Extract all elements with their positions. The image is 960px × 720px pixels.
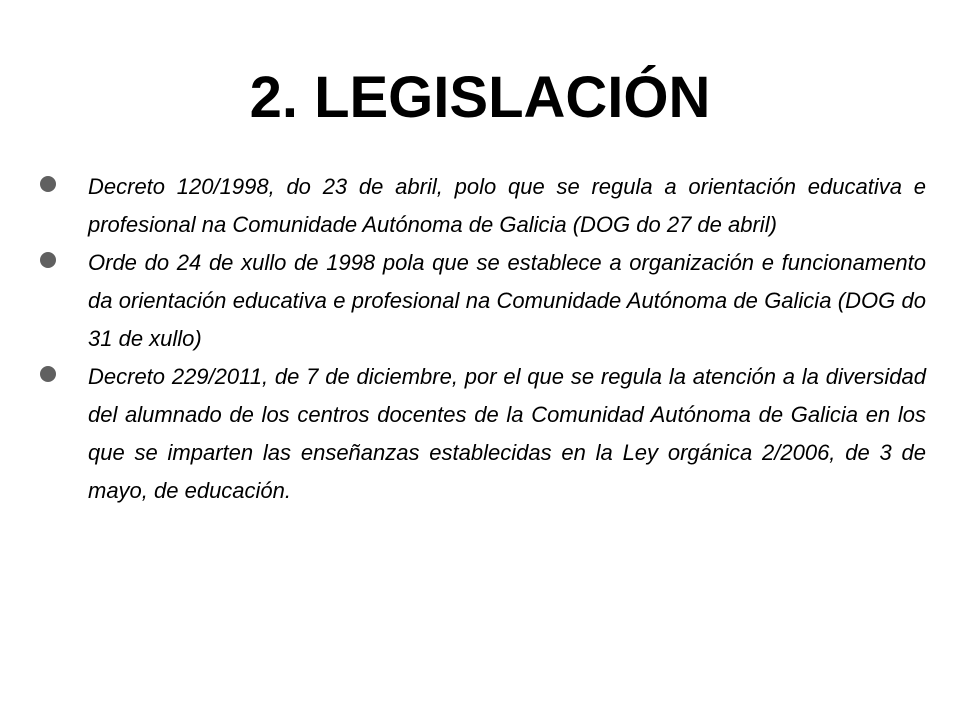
list-item-text: Decreto 229/2011, de 7 de diciembre, por el que se regula la atención a la diversidad del alumnado de los centros docentes de la Comunidad Autónoma de Galicia en los que se imparten las enseñanzas establecidas en la Ley orgánica 2/2006, de 3 de mayo, de educación. xyxy=(88,364,926,503)
list-item-text: Decreto 120/1998, do 23 de abril, polo que se regula a orientación educativa e profesional na Comunidade Autónoma de Galicia (DOG do 27 de abril) xyxy=(88,174,926,237)
list-item xyxy=(40,244,926,358)
bullet-icon xyxy=(40,366,56,382)
slide-title: 2. LEGISLACIÓN xyxy=(249,65,711,130)
bullet-icon xyxy=(40,252,56,268)
list-item xyxy=(40,358,926,510)
list-item-text: Orde do 24 de xullo de 1998 pola que se establece a organización e funcionamento da orientación educativa e profesional na Comunidade Autónoma de Galicia (DOG do 31 de xullo) xyxy=(88,250,926,351)
legislation-list xyxy=(40,168,926,510)
bullet-icon xyxy=(40,176,56,192)
list-item xyxy=(40,168,926,244)
